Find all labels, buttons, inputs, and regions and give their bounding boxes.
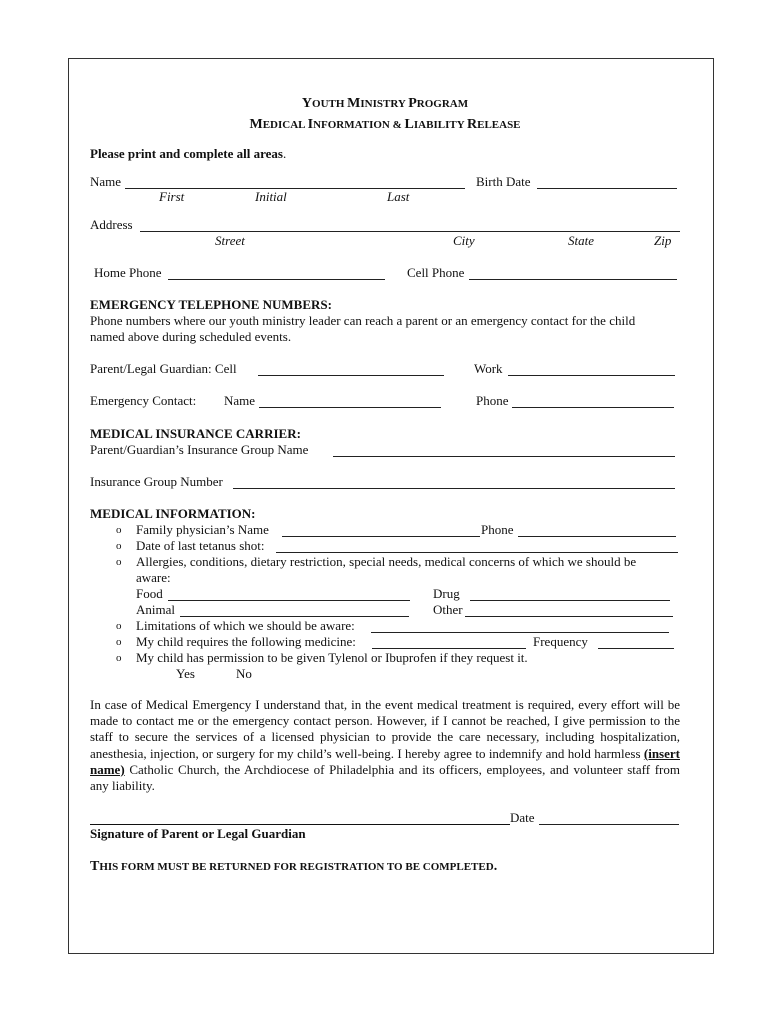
form-title-line1: YOUTH MINISTRY PROGRAM (301, 96, 469, 111)
allergies-label-2: aware: (136, 570, 171, 585)
limitations-label: Limitations of which we should be aware: (136, 618, 355, 633)
other-label: Other (433, 602, 463, 617)
last-caption: Last (387, 189, 410, 204)
bullet-icon: o (116, 524, 122, 536)
signature-label: Signature of Parent or Legal Guardian (90, 826, 306, 841)
frequency-label: Frequency (533, 634, 588, 649)
animal-field[interactable] (180, 616, 409, 617)
insurance-group-number-label: Insurance Group Number (90, 474, 223, 489)
bullet-icon: o (116, 556, 122, 568)
emergency-desc-1: Phone numbers where our youth ministry leader can reach a parent or an emergency contact for the child (90, 313, 636, 328)
first-caption: First (159, 189, 185, 204)
contact-name-label: Name (224, 393, 256, 408)
contact-phone-field[interactable] (512, 407, 674, 408)
signature-field[interactable] (90, 824, 510, 825)
bullet-icon: o (116, 620, 122, 632)
drug-field[interactable] (470, 600, 670, 601)
cell-phone-field[interactable] (469, 279, 677, 280)
date-label: Date (510, 810, 535, 825)
guardian-cell-label: Parent/Legal Guardian: Cell (90, 361, 237, 376)
instructions: Please print and complete all areas. (90, 146, 287, 161)
street-caption: Street (215, 233, 245, 248)
medicine-label: My child requires the following medicine: (136, 634, 356, 649)
physician-phone-field[interactable] (518, 536, 676, 537)
initial-caption: Initial (255, 189, 287, 204)
insert-name: (insert name) (90, 745, 680, 777)
limitations-field[interactable] (371, 632, 669, 633)
no-option[interactable]: No (236, 666, 252, 681)
birth-date-field[interactable] (537, 188, 677, 189)
guardian-cell-field[interactable] (258, 375, 444, 376)
home-phone-field[interactable] (168, 279, 385, 280)
state-caption: State (568, 233, 594, 248)
bullet-icon: o (116, 652, 122, 664)
city-caption: City (453, 233, 475, 248)
other-field[interactable] (465, 616, 673, 617)
physician-field[interactable] (282, 536, 480, 537)
insurance-group-name-field[interactable] (333, 456, 675, 457)
zip-caption: Zip (654, 233, 672, 248)
guardian-work-field[interactable] (508, 375, 675, 376)
cell-phone-label: Cell Phone (407, 265, 465, 280)
medical-heading: MEDICAL INFORMATION: (90, 506, 256, 521)
name-label: Name (90, 174, 122, 189)
bullet-icon: o (116, 540, 122, 552)
birth-date-label: Birth Date (476, 174, 531, 189)
emergency-desc-2: named above during scheduled events. (90, 329, 292, 344)
drug-label: Drug (433, 586, 460, 601)
emergency-contact-label: Emergency Contact: (90, 393, 197, 408)
food-label: Food (136, 586, 163, 601)
address-label: Address (90, 217, 133, 232)
allergies-label-1: Allergies, conditions, dietary restriction, special needs, medical concerns of which we should be (136, 554, 637, 569)
contact-name-field[interactable] (259, 407, 441, 408)
address-field[interactable] (140, 231, 680, 232)
insurance-heading: MEDICAL INSURANCE CARRIER: (90, 426, 301, 441)
emergency-heading: EMERGENCY TELEPHONE NUMBERS: (90, 297, 332, 312)
footer-notice: THIS FORM MUST BE RETURNED FOR REGISTRATION TO BE COMPLETED. (90, 859, 498, 874)
release-paragraph: In case of Medical Emergency I understand that, in the event medical treatment is required, every effort will be made to contact me or the emergency contact person. However, if I cannot be reached, I give permission to the staff to secure the services of a licensed physician to provide the care necessary, including hospitalization, anesthesia, injection, or surgery for my child’s well-being. I hereby agree to indemnify and hold harmless (insert name) Catholic Church, the Archdiocese of Philadelphia and its officers, employees, and volunteer staff from any liability. (90, 697, 680, 794)
home-phone-label: Home Phone (94, 265, 162, 280)
tetanus-field[interactable] (276, 552, 678, 553)
medicine-field[interactable] (372, 648, 526, 649)
contact-phone-label: Phone (476, 393, 509, 408)
physician-phone-label: Phone (481, 522, 514, 537)
form-title-line2: MEDICAL INFORMATION & LIABILITY RELEASE (249, 117, 521, 132)
yes-option[interactable]: Yes (176, 666, 195, 681)
bullet-icon: o (116, 636, 122, 648)
animal-label: Animal (136, 602, 175, 617)
physician-label: Family physician’s Name (136, 522, 269, 537)
insurance-group-name-label: Parent/Guardian’s Insurance Group Name (90, 442, 309, 457)
insurance-group-number-field[interactable] (233, 488, 675, 489)
guardian-work-label: Work (474, 361, 503, 376)
tylenol-label: My child has permission to be given Tylenol or Ibuprofen if they request it. (136, 650, 528, 665)
date-field[interactable] (539, 824, 679, 825)
tetanus-label: Date of last tetanus shot: (136, 538, 265, 553)
food-field[interactable] (168, 600, 410, 601)
frequency-field[interactable] (598, 648, 674, 649)
